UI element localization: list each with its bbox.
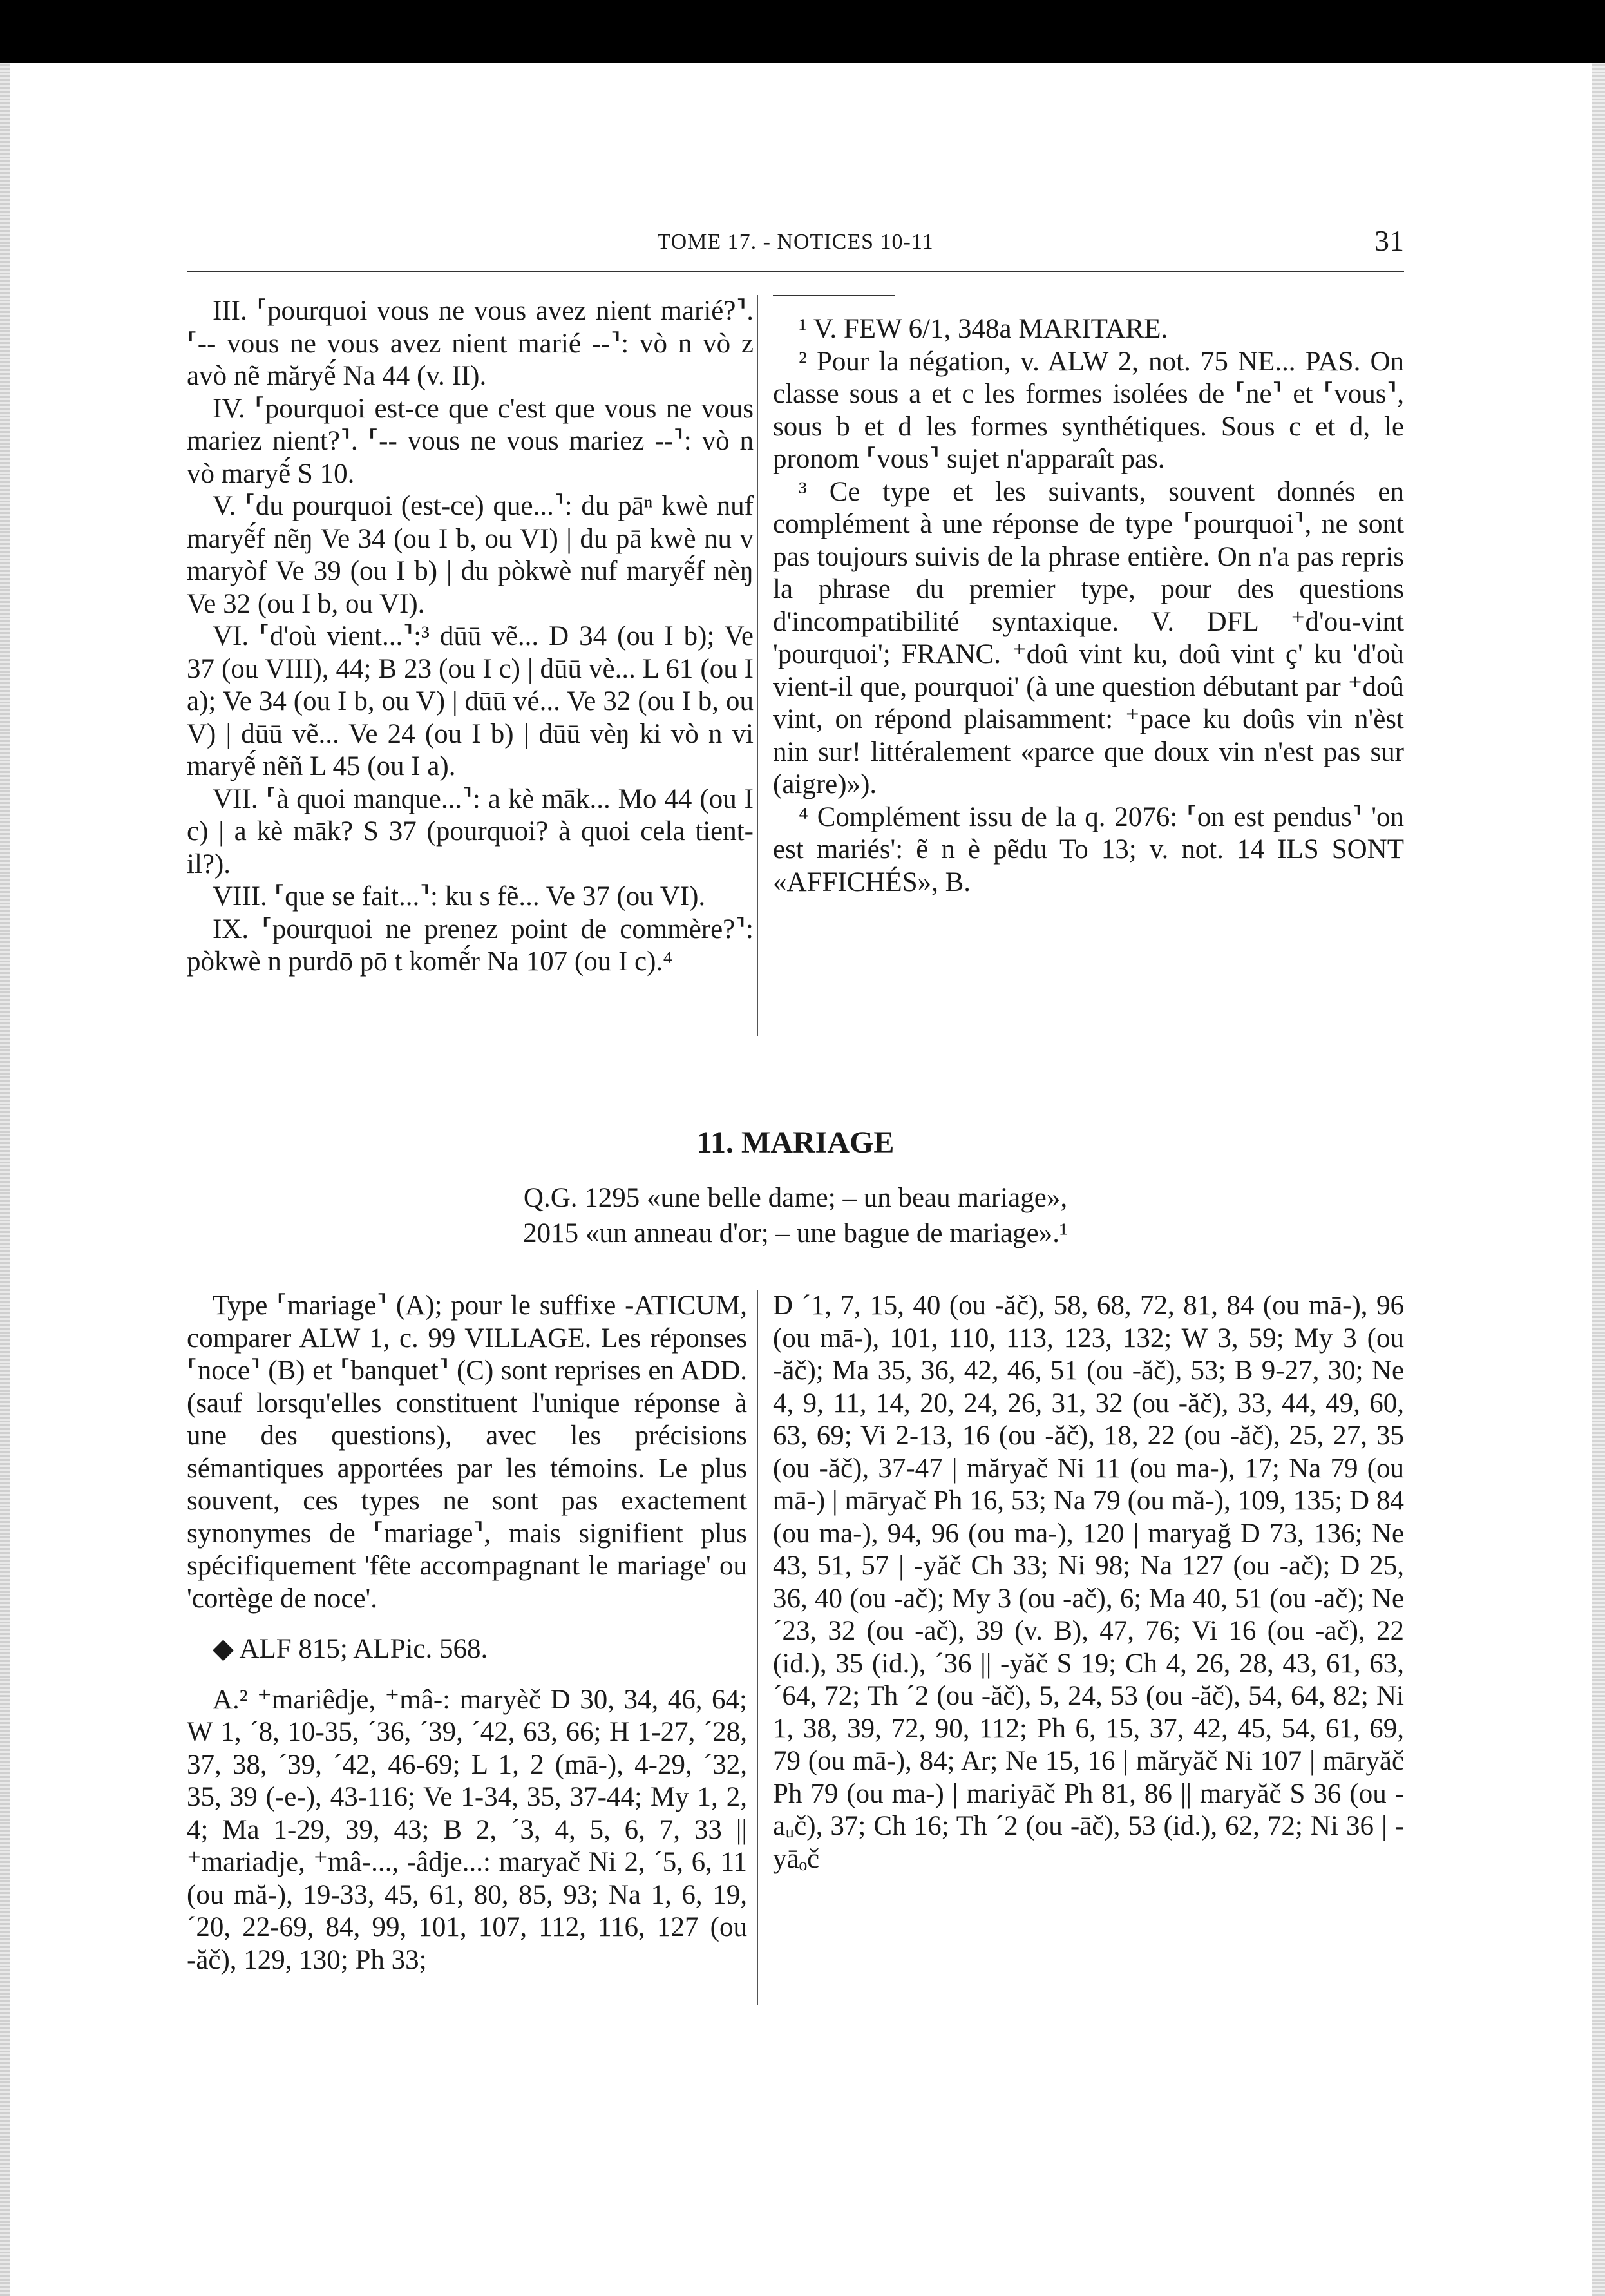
- column-divider-top: [757, 295, 758, 1036]
- entry-paragraph: IV. ⸢pourquoi est-ce que c'est que vous ne vous mariez nient?⸣. ⸢-- vous ne vous mariez --⸣: vò n vò maryẽ́ S 10.: [187, 393, 754, 489]
- page-number: 31: [1374, 224, 1404, 257]
- entry-paragraph: VIII. ⸢que se fait...⸣: ku s fẽ... Ve 37 (ou VI).: [213, 881, 706, 912]
- epigraph-line: Q.G. 1295 «une belle dame; – un beau mariage»,: [523, 1183, 1068, 1213]
- footnote: ¹ V. FEW 6/1, 348a MARITARE.: [799, 314, 1168, 344]
- left-column-bottom: [187, 1290, 747, 1976]
- column-divider-bottom: [757, 1290, 758, 2005]
- entry-paragraph: VI. ⸢d'où vient...⸣:³ dūū vẽ... D 34 (ou I b); Ve 37 (ou VIII), 44; B 23 (ou I c) | dūū vè... L 61 (ou I a); Ve 34 (ou I b, ou V) | dūū vé... Ve 32 (ou I b, ou V) | dūū vẽ... Ve 24 (ou I b) | dūū vèŋ ki vò n vi maryẽ́ nẽñ L 45 (ou I a).: [187, 621, 754, 781]
- scan-top-border: [0, 0, 1605, 63]
- entry-paragraph: VII. ⸢à quoi manque...⸣: a kè māk... Mo 44 (ou I c) | a kè māk? S 37 (pourquoi? à quoi cela tient-il?).: [187, 783, 754, 879]
- references-line: ◆ ALF 815; ALPic. 568.: [213, 1634, 488, 1664]
- footnote: ² Pour la négation, v. ALW 2, not. 75 NE... PAS. On classe sous a et c les formes isolées de ⸢ne⸣ et ⸢vous⸣, sous b et d les formes synthétiques. Sous c et d, le pronom ⸢vous⸣ sujet n'apparaît pas.: [773, 346, 1404, 474]
- right-column-bottom: [773, 1290, 1404, 1875]
- running-title: TOME 17. - NOTICES 10-11: [657, 230, 934, 254]
- footnote-rule: [773, 295, 895, 296]
- header-rule: [187, 271, 1404, 272]
- footnotes-column: [773, 295, 1404, 899]
- forms-paragraph: A.² ⁺mariêdje, ⁺mâ-: maryèč D 30, 34, 46, 64; W 1, ´8, 10-35, ´36, ´39, ´42, 63, 66; H 1-27, ´28, 37, 38, ´39, ´42, 46-69; L 1, 2 (mā-), 4-29, ´32, 35, 39 (-e-), 43-116; Ve 1-34, 35, 37-44; My 1, 2, 4; Ma 1-29, 39, 43; B 2, ´3, 4, 5, 6, 7, 33 || ⁺mariadje, ⁺mâ-..., -âdje...: maryač Ni 2, ´5, 6, 11 (ou mă-), 19-33, 45, 61, 80, 85, 93; Na 1, 6, 19, ´20, 22-69, 84, 99, 101, 107, 112, 116, 127 (ou -ăč), 129, 130; Ph 33;: [187, 1684, 747, 1975]
- entry-paragraph: IX. ⸢pourquoi ne prenez point de commère?⸣: pòkwè n purdō pō t komẽ́r Na 107 (ou I c).⁴: [187, 914, 754, 977]
- left-column-top: [187, 295, 754, 979]
- footnote: ⁴ Complément issu de la q. 2076: ⸢on est pendus⸣ 'on est mariés': ẽ n è pẽdu To 13; v. not. 14 ILS SONT «AFFICHÉS», B.: [773, 801, 1404, 897]
- forms-paragraph-continued: D ´1, 7, 15, 40 (ou -ăč), 58, 68, 72, 81, 84 (ou mā-), 96 (ou mā-), 101, 110, 113, 123, 132; W 3, 59; My 3 (ou -ăč); Ma 35, 36, 42, 46, 51 (ou -ăč), 53; B 9-27, 30; Ne 4, 9, 11, 14, 20, 24, 26, 31, 32 (ou -ăč), 33, 44, 49, 60, 63, 69; Vi 2-13, 16 (ou -ăč), 18, 22 (ou -ăč), 25, 27, 35 (ou -ăč), 37-47 | măryač Ni 11 (ou ma-), 17; Na 79 (ou mā-) | māryač Ph 16, 53; Na 79 (ou mă-), 109, 135; D 84 (ou ma-), 94, 96 (ou ma-), 120 | maryağ D 73, 136; Ne 43, 51, 57 | -yăč Ch 33; Ni 98; Na 127 (ou -ač); D 25, 36, 40 (ou -ač); My 3 (ou -ač), 6; Ma 40, 51 (ou -ač); Ne ´23, 32 (ou -ač), 39 (v. B), 47, 76; Vi 16 (ou -ač), 22 (id.), 35 (id.), ´36 || -yăč S 19; Ch 4, 26, 28, 43, 61, 63, ´64, 72; Th ´2 (ou -ăč), 5, 24, 53 (ou -ăč), 54, 64, 82; Ni 1, 38, 39, 72, 90, 112; Ph 6, 15, 37, 42, 45, 54, 61, 69, 79 (ou mā-), 84; Ar; Ne 15, 16 | măryăč Ni 107 | māryăč Ph 79 (ou ma-) | mariyāč Ph 81, 86 || maryăč S 36 (ou -aᵤč), 37; Ch 16; Th ´2 (ou -āč), 53 (id.), 62, 72; Ni 36 | -yāₒč: [773, 1290, 1404, 1874]
- intro-paragraph: Type ⸢mariage⸣ (A); pour le suffixe -ATICUM, comparer ALW 1, c. 99 VILLAGE. Les réponses ⸢noce⸣ (B) et ⸢banquet⸣ (C) sont reprises en ADD. (sauf lorsqu'elles constituent l'unique réponse à une des questions), avec les précisions sémantiques apportées par les témoins. Le plus souvent, ces types ne sont pas exactement synonymes de ⸢mariage⸣, mais signifient plus spécifiquement 'fête accompagnant le mariage' ou 'cortège de noce'.: [187, 1290, 747, 1614]
- entry-paragraph: V. ⸢du pourquoi (est-ce) que...⸣: du pāⁿ kwè nuf maryẽ́f nẽŋ Ve 34 (ou I b, ou VI) | du pā kwè nu v maryòf Ve 39 (ou I b) | du pòkwè nuf maryẽ́f nèŋ Ve 32 (ou I b, ou VI).: [187, 491, 754, 619]
- section-epigraph: [187, 1180, 1404, 1251]
- entry-paragraph: III. ⸢pourquoi vous ne vous avez nient marié?⸣. ⸢-- vous ne vous avez nient marié --⸣: vò n vò z avò nẽ măryẽ́ Na 44 (v. II).: [187, 296, 754, 391]
- scan-right-edge: [1592, 63, 1605, 2296]
- epigraph-line: 2015 «un anneau d'or; – une bague de mariage».¹: [523, 1218, 1068, 1248]
- scan-left-edge: [0, 63, 10, 2296]
- page-header: [187, 224, 1404, 260]
- section-title: 11. MARIAGE: [696, 1125, 895, 1160]
- footnote: ³ Ce type et les suivants, souvent donnés en complément à une réponse de type ⸢pourquoi⸣, ne sont pas toujours suivis de la phrase entière. On n'a pas repris la phrase du premier type, pour des questions d'incompatibilité syntaxique. V. DFL ⁺d'ou-vint 'pourquoi'; FRANC. ⁺doû vint ku, doû vint ç' ku 'd'où vient-il que, pourquoi' (à une question débutant par ⁺doû vint, on répond plaisamment: ⁺pace ku doûs vin n'èst nin sur! littéralement «parce que doux vin n'est pas sur (aigre)»).: [773, 476, 1404, 799]
